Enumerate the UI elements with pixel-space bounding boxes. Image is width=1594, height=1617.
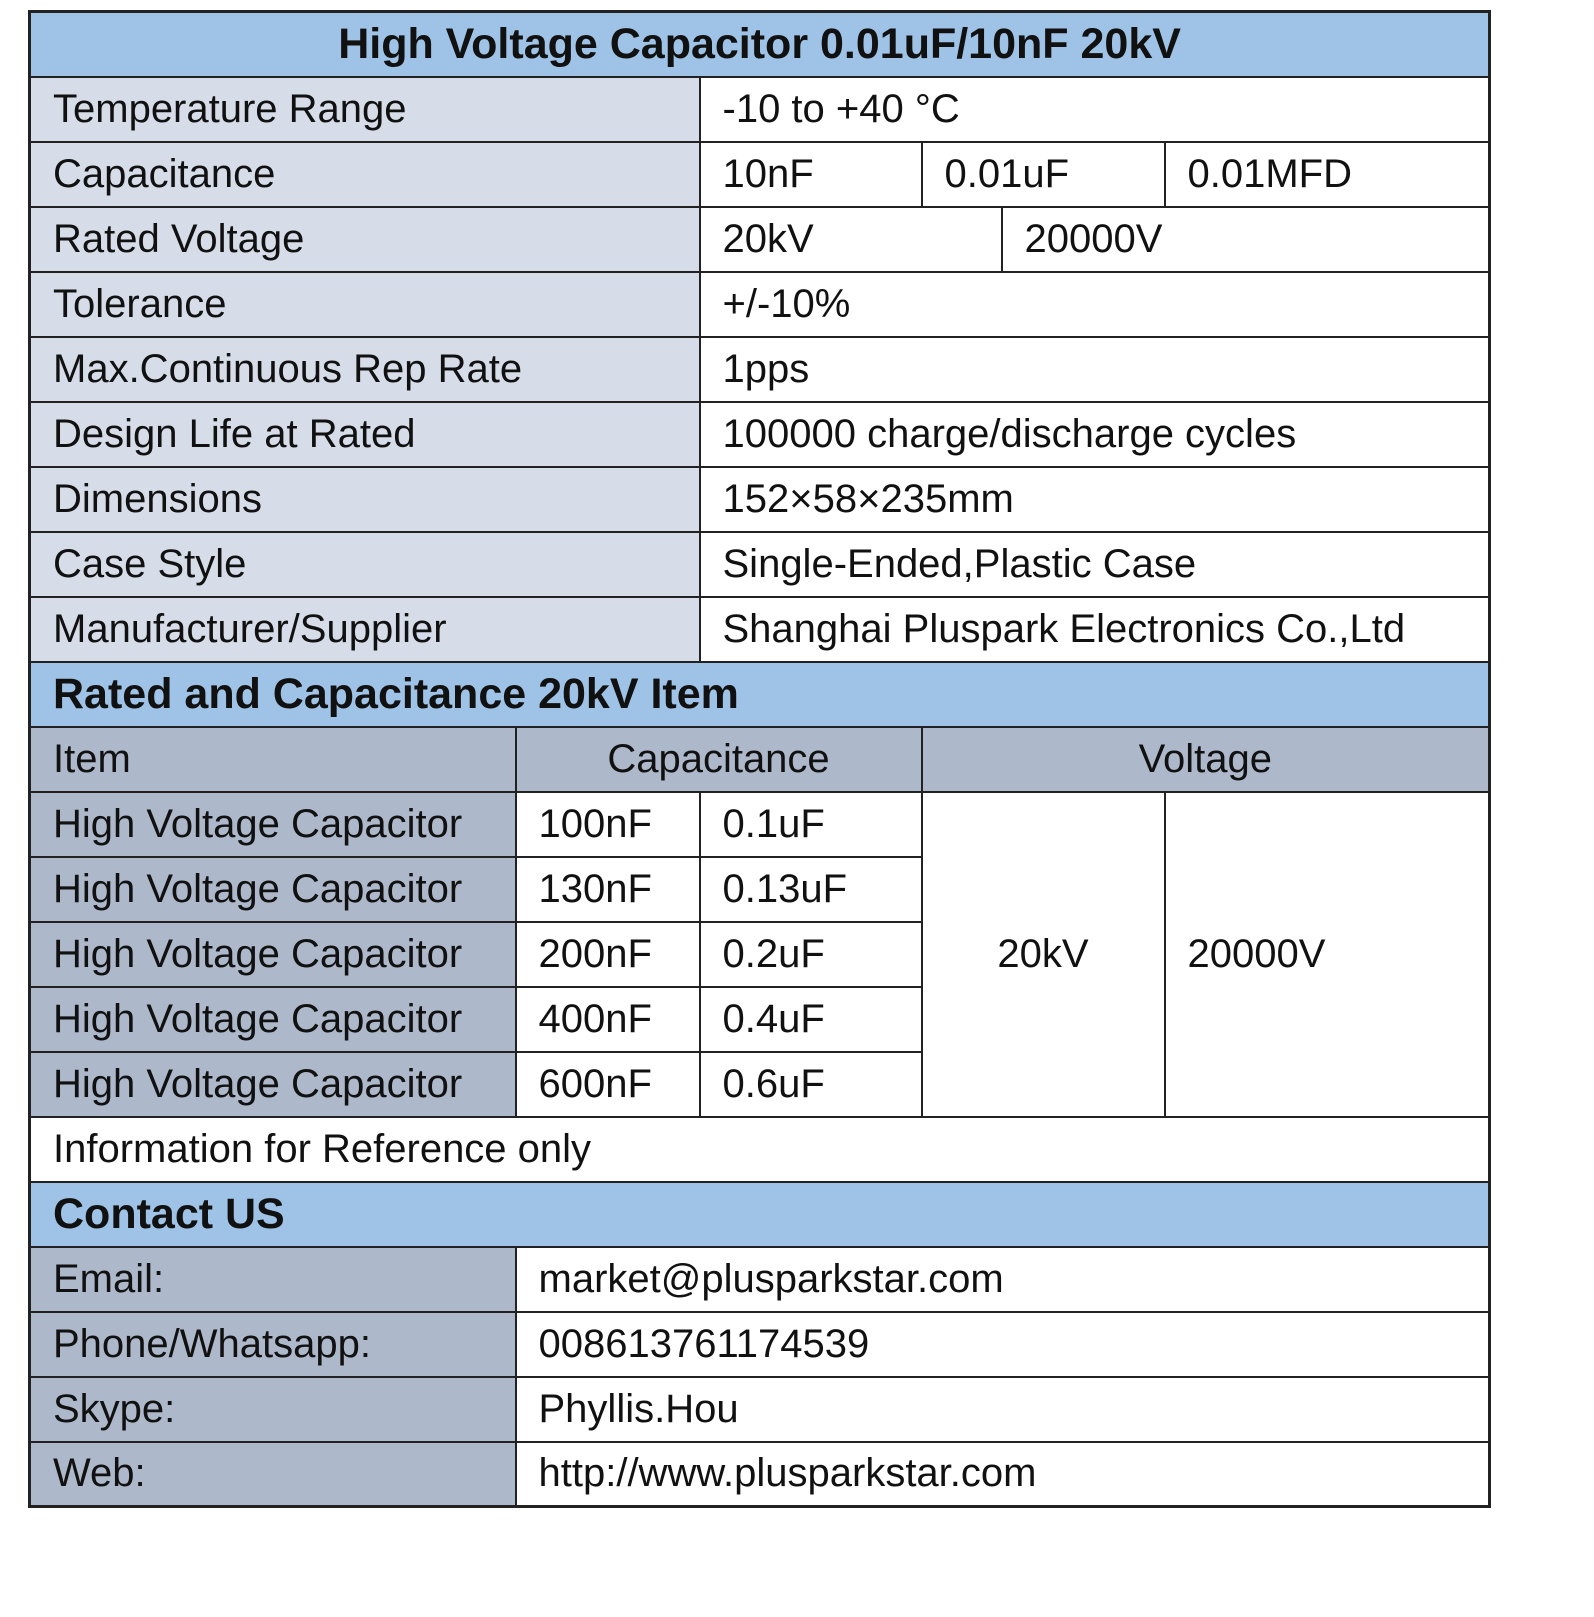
item-capacitance-uf: 0.6uF: [700, 1052, 922, 1117]
item-voltage-kv: 20kV: [922, 792, 1165, 1117]
items-section-title: Rated and Capacitance 20kV Item: [30, 662, 1490, 727]
contact-label: Phone/Whatsapp:: [30, 1312, 516, 1377]
spec-value: 0.01MFD: [1165, 142, 1490, 207]
item-capacitance-uf: 0.2uF: [700, 922, 922, 987]
spec-value: 20kV: [700, 207, 1002, 272]
spec-value: 1pps: [700, 337, 1490, 402]
contact-row-web: [30, 1442, 1490, 1507]
spec-value: 152×58×235mm: [700, 467, 1490, 532]
spec-label: Manufacturer/Supplier: [30, 597, 700, 662]
item-capacitance-nf: 100nF: [516, 792, 700, 857]
item-capacitance-nf: 130nF: [516, 857, 700, 922]
item-capacitance-uf: 0.13uF: [700, 857, 922, 922]
spec-value: 100000 charge/discharge cycles: [700, 402, 1490, 467]
item-capacitance-uf: 0.4uF: [700, 987, 922, 1052]
item-name: High Voltage Capacitor: [30, 987, 516, 1052]
reference-note: Information for Reference only: [30, 1117, 1490, 1182]
item-header: Item: [30, 727, 516, 792]
spec-row-rated-voltage: [30, 207, 1490, 272]
phone-value: 008613761174539: [516, 1312, 1490, 1377]
contact-row-skype: [30, 1377, 1490, 1442]
item-name: High Voltage Capacitor: [30, 922, 516, 987]
item-capacitance-uf: 0.1uF: [700, 792, 922, 857]
item-capacitance-nf: 600nF: [516, 1052, 700, 1117]
spec-label: Tolerance: [30, 272, 700, 337]
item-capacitance-nf: 200nF: [516, 922, 700, 987]
spec-value: 0.01uF: [922, 142, 1165, 207]
spec-value: +/-10%: [700, 272, 1490, 337]
contact-label: Web:: [30, 1442, 516, 1507]
spec-row-manufacturer: [30, 597, 1490, 662]
spec-row-dimensions: [30, 467, 1490, 532]
page-title: High Voltage Capacitor 0.01uF/10nF 20kV: [30, 12, 1490, 77]
spec-value: Shanghai Pluspark Electronics Co.,Ltd: [700, 597, 1490, 662]
email-link[interactable]: market@plusparkstar.com: [516, 1247, 1490, 1312]
item-name: High Voltage Capacitor: [30, 857, 516, 922]
item-name: High Voltage Capacitor: [30, 1052, 516, 1117]
spec-label: Temperature Range: [30, 77, 700, 142]
spec-value: Single-Ended,Plastic Case: [700, 532, 1490, 597]
contact-row-phone: [30, 1312, 1490, 1377]
spec-sheet: [28, 10, 1488, 1508]
spec-row-case-style: [30, 532, 1490, 597]
spec-row-temperature: [30, 77, 1490, 142]
capacitance-header: Capacitance: [516, 727, 922, 792]
spec-row-design-life: [30, 402, 1490, 467]
items-header-row: [30, 727, 1490, 792]
item-row: [30, 792, 1490, 857]
spec-row-tolerance: [30, 272, 1490, 337]
spec-label: Dimensions: [30, 467, 700, 532]
skype-value: Phyllis.Hou: [516, 1377, 1490, 1442]
web-link[interactable]: http://www.plusparkstar.com: [516, 1442, 1490, 1507]
item-capacitance-nf: 400nF: [516, 987, 700, 1052]
spec-label: Capacitance: [30, 142, 700, 207]
voltage-header: Voltage: [922, 727, 1490, 792]
item-voltage-v: 20000V: [1165, 792, 1490, 1117]
item-name: High Voltage Capacitor: [30, 792, 516, 857]
spec-table: [28, 10, 1491, 1508]
spec-value: 10nF: [700, 142, 922, 207]
spec-label: Max.Continuous Rep Rate: [30, 337, 700, 402]
spec-row-rep-rate: [30, 337, 1490, 402]
spec-label: Rated Voltage: [30, 207, 700, 272]
spec-value: 20000V: [1002, 207, 1490, 272]
contact-label: Skype:: [30, 1377, 516, 1442]
spec-row-capacitance: [30, 142, 1490, 207]
spec-value: -10 to +40 °C: [700, 77, 1490, 142]
contact-row-email: [30, 1247, 1490, 1312]
contact-section-title: Contact US: [30, 1182, 1490, 1247]
spec-label: Case Style: [30, 532, 700, 597]
contact-label: Email:: [30, 1247, 516, 1312]
spec-label: Design Life at Rated: [30, 402, 700, 467]
